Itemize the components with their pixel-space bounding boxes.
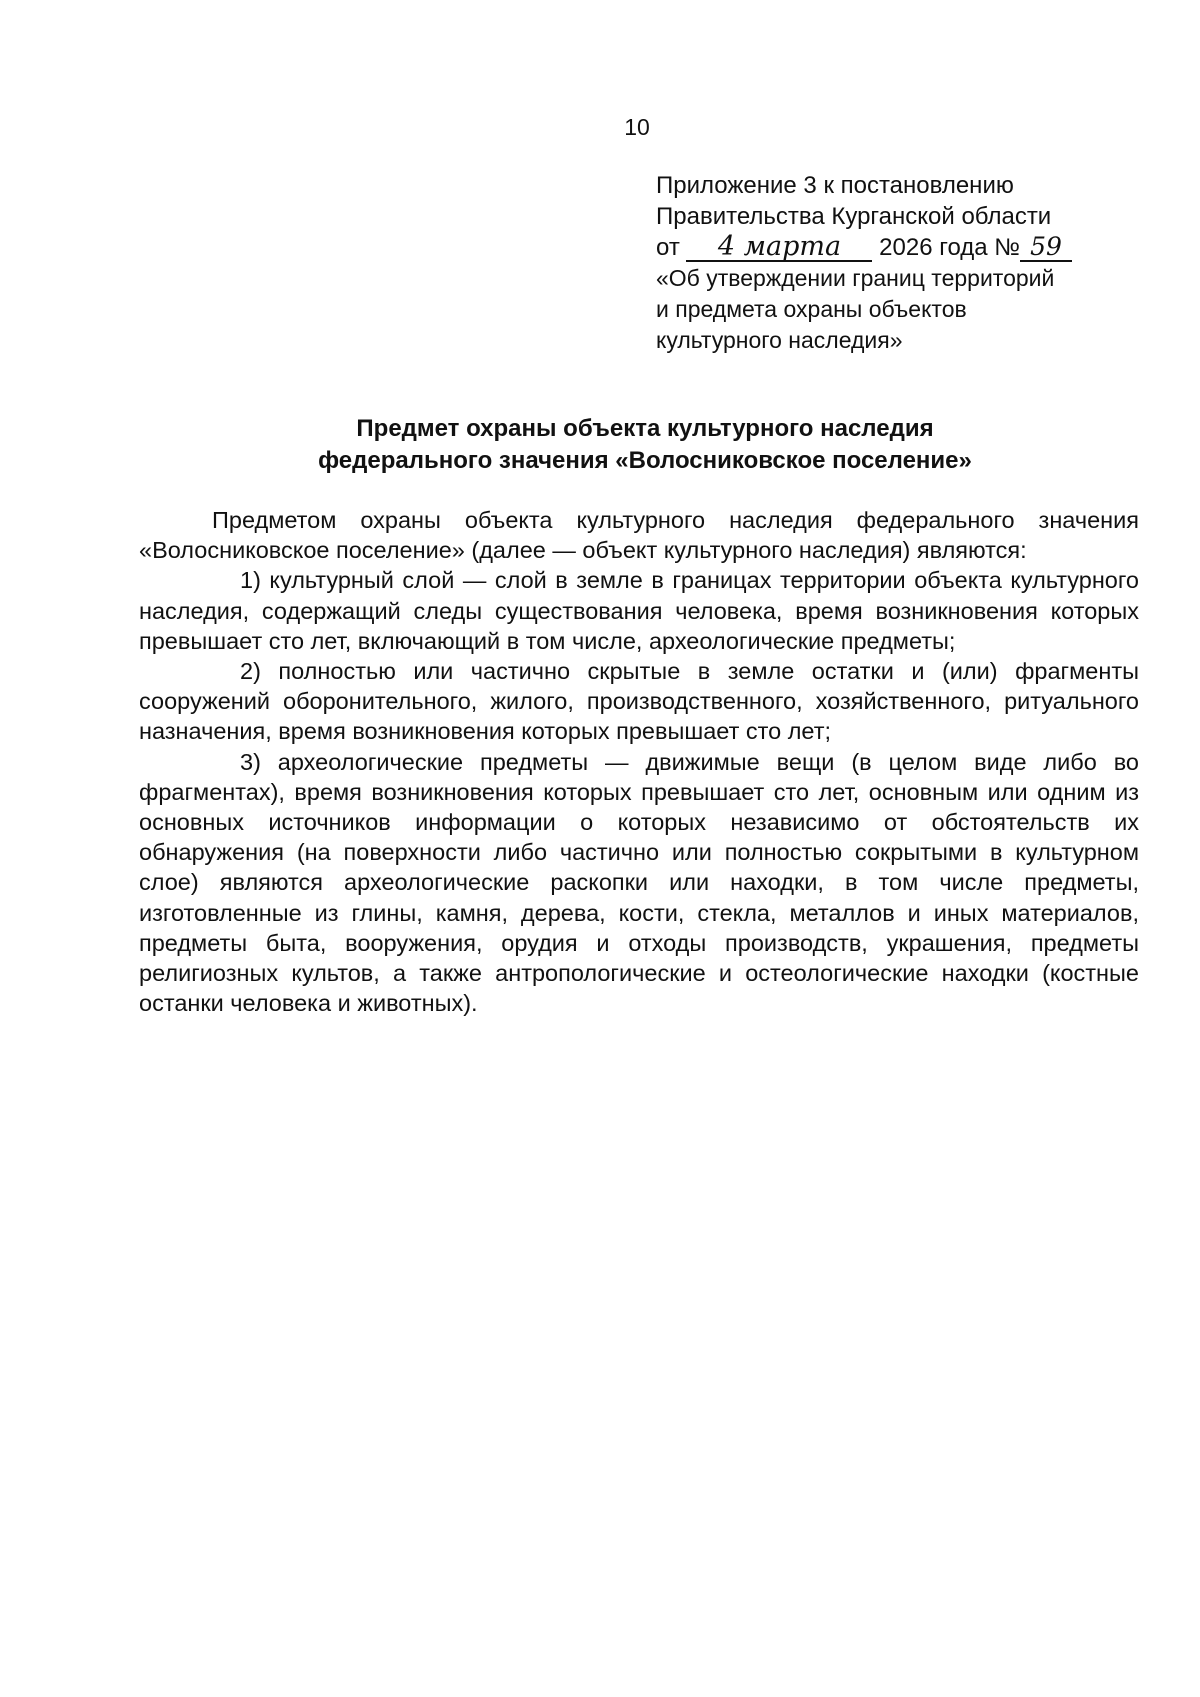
appendix-line-2: Правительства Курганской области	[656, 203, 1052, 230]
list-item-2: 2) полностью или частично скрытые в земле остатки и (или) фрагменты сооружений оборонительного, жилого, производственного, хозяйственного, ритуального назначения, время возникновения которых превышает сто лет;	[139, 658, 1139, 745]
appendix-header	[656, 170, 1156, 356]
handwritten-date: 4 марта	[686, 234, 872, 262]
date-suffix: 2026 года №	[879, 234, 1021, 261]
document-body	[139, 505, 1139, 1018]
handwritten-number: 59	[1020, 234, 1072, 262]
intro-paragraph: Предметом охраны объекта культурного наследия федерального значения «Волосниковское поселение» (далее — объект культурного наследия) являются:	[139, 507, 1139, 564]
list-item-3: 3) археологические предметы — движимые вещи (в целом виде либо во фрагментах), время возникновения которых превышает сто лет, основным или одним из основных источников информации о которых независимо от обстоятельств их обнаружения (на поверхности либо частично или полностью сокрытыми в культурном слое) являются археологические раскопки или находки, в том числе предметы, изготовленные из глины, камня, дерева, кости, стекла, металлов и иных материалов, предметы быта, вооружения, орудия и отходы производств, украшения, предметы религиозных культов, а также антропологические и остеологические находки (костные останки человека и животных).	[139, 748, 1139, 1017]
appendix-line-6: культурного наследия»	[656, 327, 903, 353]
title-line-1: Предмет охраны объекта культурного наследия	[356, 415, 934, 442]
appendix-line-4: «Об утверждении границ территорий	[656, 265, 1055, 291]
appendix-line-5: и предмета охраны объектов	[656, 296, 967, 322]
appendix-line-1: Приложение 3 к постановлению	[656, 172, 1014, 199]
appendix-date-line	[656, 232, 1156, 263]
page-number: 10	[624, 114, 650, 140]
date-prefix: от	[656, 234, 680, 261]
document-title	[0, 413, 1200, 477]
list-item-1: 1) культурный слой — слой в земле в границах территории объекта культурного наследия, содержащий следы существования человека, время возникновения которых превышает сто лет, включающий в том числе, археологические предметы;	[139, 567, 1139, 654]
title-line-2: федерального значения «Волосниковское поселение»	[318, 447, 972, 474]
